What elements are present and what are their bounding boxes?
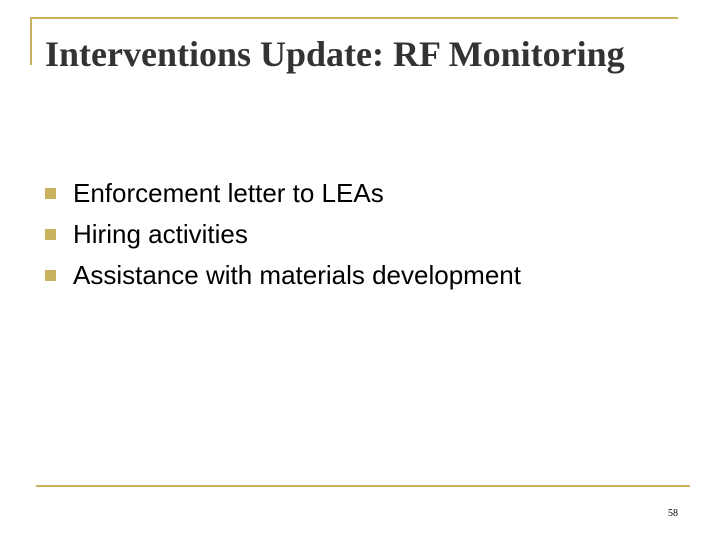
bullet-text: Enforcement letter to LEAs <box>73 178 384 208</box>
bullet-item <box>45 214 521 255</box>
square-bullet-icon <box>45 270 56 281</box>
square-bullet-icon <box>45 229 56 240</box>
title-left-rule <box>30 17 32 65</box>
bullet-item <box>45 255 521 296</box>
slide-title: Interventions Update: RF Monitoring <box>45 34 625 74</box>
footer-rule <box>36 485 690 487</box>
bullet-list <box>45 173 521 296</box>
bullet-text: Hiring activities <box>73 219 248 249</box>
bullet-item <box>45 173 521 214</box>
page-number: 58 <box>668 508 678 519</box>
bullet-text: Assistance with materials development <box>73 260 521 290</box>
square-bullet-icon <box>45 188 56 199</box>
title-top-rule <box>30 17 678 19</box>
